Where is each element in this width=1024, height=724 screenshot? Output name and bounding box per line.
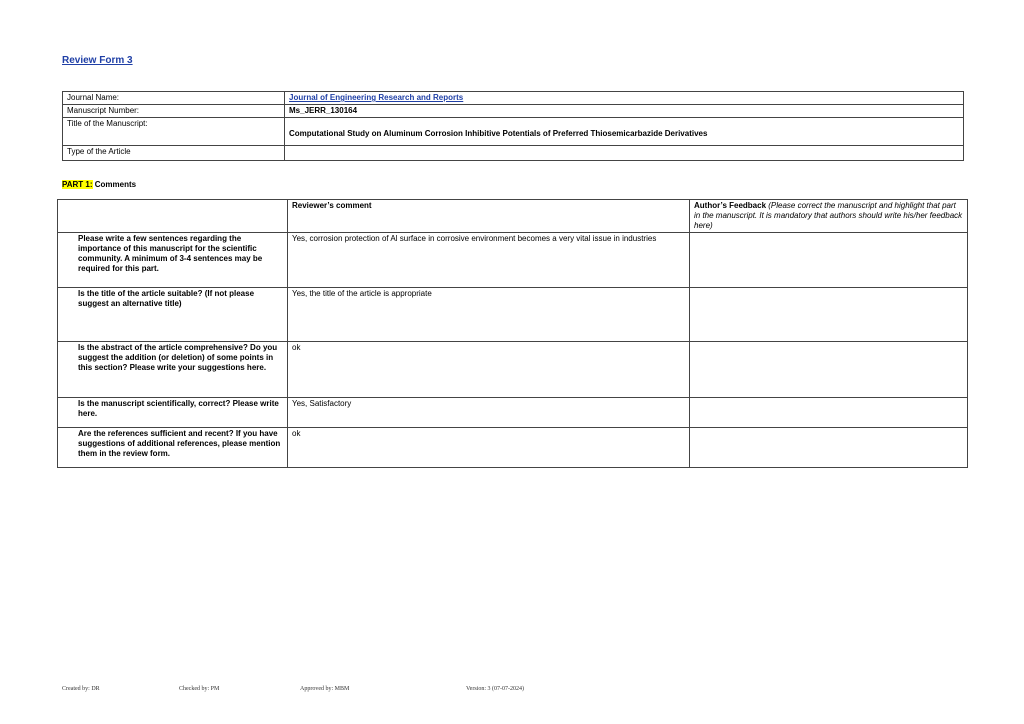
part1-heading bbox=[62, 180, 136, 189]
article-type-row bbox=[63, 146, 964, 161]
table-row bbox=[58, 428, 968, 468]
manuscript-title-label: Title of the Manuscript: bbox=[63, 118, 285, 146]
author-feedback-instruction: (Please correct the manuscript and highlight that part in the manuscript. It is mandatory that authors should write his/her feedback here) bbox=[694, 201, 963, 230]
journal-label: Journal Name: bbox=[63, 92, 285, 105]
question-abstract: Is the abstract of the article comprehensive? Do you suggest the addition (or deletion) of some points in this section? Please write your suggestions here. bbox=[58, 342, 288, 398]
question-references: Are the references sufficient and recent? If you have suggestions of additional references, please mention them in the review form. bbox=[58, 428, 288, 468]
manuscript-info-table bbox=[62, 91, 964, 161]
header-reviewer-comment: Reviewer’s comment bbox=[288, 200, 690, 233]
reviewer-comment-cell[interactable]: Yes, corrosion protection of Al surface in corrosive environment becomes a very vital issue in industries bbox=[288, 233, 690, 288]
author-feedback-cell[interactable] bbox=[690, 233, 968, 288]
article-type-value bbox=[285, 146, 964, 161]
table-row bbox=[58, 398, 968, 428]
part1-prefix: PART 1: bbox=[62, 180, 93, 189]
manuscript-title-row bbox=[63, 118, 964, 146]
manuscript-number-value: Ms_JERR_130164 bbox=[285, 105, 964, 118]
comments-header-row bbox=[58, 200, 968, 233]
part1-suffix: Comments bbox=[92, 180, 137, 189]
manuscript-title-value: Computational Study on Aluminum Corrosion Inhibitive Potentials of Preferred Thiosemicarbazide Derivatives bbox=[285, 118, 964, 146]
author-feedback-cell[interactable] bbox=[690, 288, 968, 342]
reviewer-comment-cell[interactable]: Yes, Satisfactory bbox=[288, 398, 690, 428]
table-row bbox=[58, 342, 968, 398]
article-type-label: Type of the Article bbox=[63, 146, 285, 161]
author-feedback-label: Author’s Feedback bbox=[694, 201, 767, 210]
header-blank-cell bbox=[58, 200, 288, 233]
footer-version: Version: 3 (07-07-2024) bbox=[466, 686, 524, 692]
author-feedback-cell[interactable] bbox=[690, 398, 968, 428]
comments-table bbox=[57, 199, 968, 468]
question-scientific: Is the manuscript scientifically, correct? Please write here. bbox=[58, 398, 288, 428]
table-row bbox=[58, 288, 968, 342]
footer-created-by: Created by: DR bbox=[62, 686, 100, 692]
manuscript-number-row bbox=[63, 105, 964, 118]
author-feedback-cell[interactable] bbox=[690, 428, 968, 468]
journal-link[interactable]: Journal of Engineering Research and Reports bbox=[289, 93, 464, 102]
reviewer-comment-cell[interactable]: Yes, the title of the article is appropriate bbox=[288, 288, 690, 342]
author-feedback-cell[interactable] bbox=[690, 342, 968, 398]
journal-row bbox=[63, 92, 964, 105]
question-importance: Please write a few sentences regarding the importance of this manuscript for the scientific community. A minimum of 3-4 sentences may be required for this part. bbox=[58, 233, 288, 288]
footer-checked-by: Checked by: PM bbox=[179, 686, 220, 692]
journal-value-cell bbox=[285, 92, 964, 105]
reviewer-comment-cell[interactable]: ok bbox=[288, 342, 690, 398]
table-row bbox=[58, 233, 968, 288]
reviewer-comment-cell[interactable]: ok bbox=[288, 428, 690, 468]
question-title: Is the title of the article suitable? (If not please suggest an alternative title) bbox=[58, 288, 288, 342]
header-author-feedback bbox=[690, 200, 968, 233]
manuscript-number-label: Manuscript Number: bbox=[63, 105, 285, 118]
footer-approved-by: Approved by: MBM bbox=[300, 686, 350, 692]
form-title: Review Form 3 bbox=[62, 55, 133, 66]
